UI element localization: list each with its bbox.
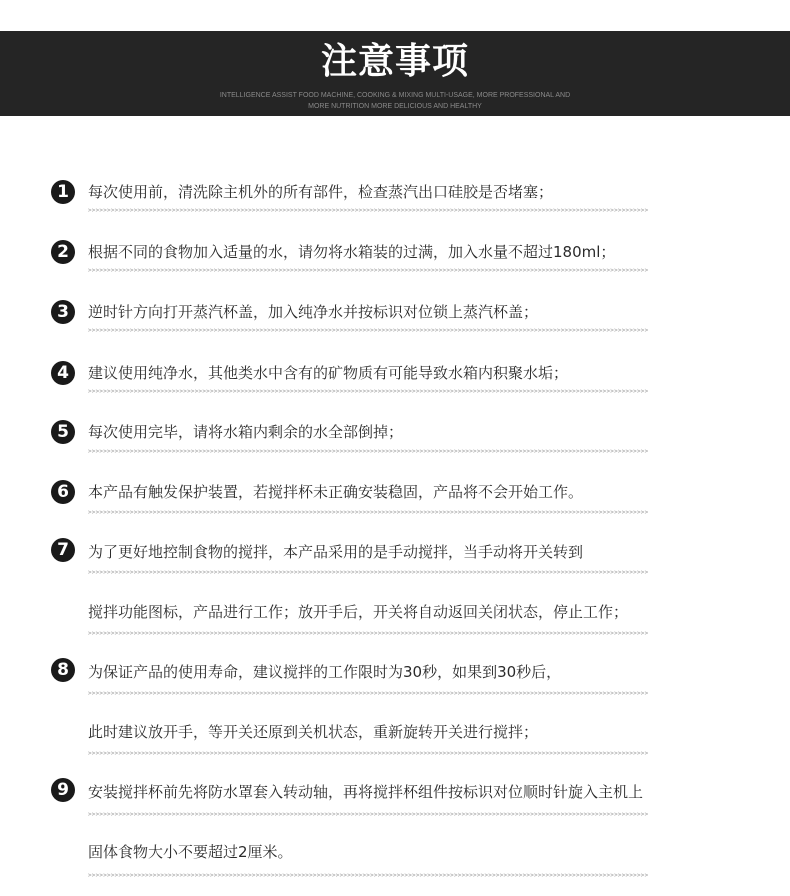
note-text: 根据不同的食物加入适量的水，请勿将水箱装的过满，加入水量不超过180ml； [88,243,616,261]
note-number-badge: 1 [51,180,75,204]
note-number-badge: 7 [51,538,75,562]
note-text: 逆时针方向打开蒸汽杯盖，加入纯净水并按标识对位锁上蒸汽杯盖； [88,303,539,321]
dotted-separator: >>>>>>>>>>>>>>>>>>>>>>>>>>>>>>>>>>>>>>>>>>>>>>>>>>>>>>>>>>>>>>>>>>>>>>>>>>>>>>>>>>>>>>>>>>>>>>>>>>>>>>>>>>>>>>>>>>>>>>>>>>>>>>>>>>>>>>>>>>>>>>>>>>> [88,630,649,637]
dotted-separator: >>>>>>>>>>>>>>>>>>>>>>>>>>>>>>>>>>>>>>>>>>>>>>>>>>>>>>>>>>>>>>>>>>>>>>>>>>>>>>>>>>>>>>>>>>>>>>>>>>>>>>>>>>>>>>>>>>>>>>>>>>>>>>>>>>>>>>>>>>>>>>>>>>> [88,448,649,455]
note-text: 为保证产品的使用寿命，建议搅拌的工作限时为30秒，如果到30秒后， [88,663,562,681]
note-text: 每次使用前，清洗除主机外的所有部件，检查蒸汽出口硅胶是否堵塞； [88,183,554,201]
dotted-separator: >>>>>>>>>>>>>>>>>>>>>>>>>>>>>>>>>>>>>>>>>>>>>>>>>>>>>>>>>>>>>>>>>>>>>>>>>>>>>>>>>>>>>>>>>>>>>>>>>>>>>>>>>>>>>>>>>>>>>>>>>>>>>>>>>>>>>>>>>>>>>>>>>>> [88,509,649,516]
dotted-separator: >>>>>>>>>>>>>>>>>>>>>>>>>>>>>>>>>>>>>>>>>>>>>>>>>>>>>>>>>>>>>>>>>>>>>>>>>>>>>>>>>>>>>>>>>>>>>>>>>>>>>>>>>>>>>>>>>>>>>>>>>>>>>>>>>>>>>>>>>>>>>>>>>>> [88,207,649,214]
dotted-separator: >>>>>>>>>>>>>>>>>>>>>>>>>>>>>>>>>>>>>>>>>>>>>>>>>>>>>>>>>>>>>>>>>>>>>>>>>>>>>>>>>>>>>>>>>>>>>>>>>>>>>>>>>>>>>>>>>>>>>>>>>>>>>>>>>>>>>>>>>>>>>>>>>>> [88,690,649,697]
note-text: 每次使用完毕，请将水箱内剩余的水全部倒掉； [88,423,404,441]
note-number-badge: 5 [51,420,75,444]
dotted-separator: >>>>>>>>>>>>>>>>>>>>>>>>>>>>>>>>>>>>>>>>>>>>>>>>>>>>>>>>>>>>>>>>>>>>>>>>>>>>>>>>>>>>>>>>>>>>>>>>>>>>>>>>>>>>>>>>>>>>>>>>>>>>>>>>>>>>>>>>>>>>>>>>>>> [88,811,649,818]
note-number-badge: 3 [51,300,75,324]
page-subtitle-line-1: INTELLIGENCE ASSIST FOOD MACHINE, COOKING & MIXING MULTI-USAGE, MORE PROFESSIONAL AND [219,92,571,99]
note-number-badge: 6 [51,480,75,504]
note-number-badge: 8 [51,658,75,682]
note-text-continued: 搅拌功能图标，产品进行工作；放开手后，开关将自动返回关闭状态，停止工作； [88,603,629,621]
note-text: 本产品有触发保护装置，若搅拌杯未正确安装稳固，产品将不会开始工作。 [88,483,584,501]
page-title: 注意事项 [320,41,469,82]
dotted-separator: >>>>>>>>>>>>>>>>>>>>>>>>>>>>>>>>>>>>>>>>>>>>>>>>>>>>>>>>>>>>>>>>>>>>>>>>>>>>>>>>>>>>>>>>>>>>>>>>>>>>>>>>>>>>>>>>>>>>>>>>>>>>>>>>>>>>>>>>>>>>>>>>>>> [88,750,649,757]
note-number-badge: 9 [51,778,75,802]
dotted-separator: >>>>>>>>>>>>>>>>>>>>>>>>>>>>>>>>>>>>>>>>>>>>>>>>>>>>>>>>>>>>>>>>>>>>>>>>>>>>>>>>>>>>>>>>>>>>>>>>>>>>>>>>>>>>>>>>>>>>>>>>>>>>>>>>>>>>>>>>>>>>>>>>>>> [88,327,649,334]
note-text-continued: 此时建议放开手，等开关还原到关机状态，重新旋转开关进行搅拌； [88,723,539,741]
page-subtitle-line-2: MORE NUTRITION MORE DELICIOUS AND HEALTHY [308,103,482,110]
dotted-separator: >>>>>>>>>>>>>>>>>>>>>>>>>>>>>>>>>>>>>>>>>>>>>>>>>>>>>>>>>>>>>>>>>>>>>>>>>>>>>>>>>>>>>>>>>>>>>>>>>>>>>>>>>>>>>>>>>>>>>>>>>>>>>>>>>>>>>>>>>>>>>>>>>>> [88,267,649,274]
dotted-separator: >>>>>>>>>>>>>>>>>>>>>>>>>>>>>>>>>>>>>>>>>>>>>>>>>>>>>>>>>>>>>>>>>>>>>>>>>>>>>>>>>>>>>>>>>>>>>>>>>>>>>>>>>>>>>>>>>>>>>>>>>>>>>>>>>>>>>>>>>>>>>>>>>>> [88,388,649,395]
note-text-continued: 固体食物大小不要超过2厘米。 [88,843,293,861]
note-number-badge: 2 [51,240,75,264]
note-text: 为了更好地控制食物的搅拌，本产品采用的是手动搅拌，当手动将开关转到 [88,543,584,561]
dotted-separator: >>>>>>>>>>>>>>>>>>>>>>>>>>>>>>>>>>>>>>>>>>>>>>>>>>>>>>>>>>>>>>>>>>>>>>>>>>>>>>>>>>>>>>>>>>>>>>>>>>>>>>>>>>>>>>>>>>>>>>>>>>>>>>>>>>>>>>>>>>>>>>>>>>> [88,569,649,576]
note-number-badge: 4 [51,361,75,385]
note-text: 建议使用纯净水，其他类水中含有的矿物质有可能导致水箱内积聚水垢； [88,364,569,382]
dotted-separator: >>>>>>>>>>>>>>>>>>>>>>>>>>>>>>>>>>>>>>>>>>>>>>>>>>>>>>>>>>>>>>>>>>>>>>>>>>>>>>>>>>>>>>>>>>>>>>>>>>>>>>>>>>>>>>>>>>>>>>>>>>>>>>>>>>>>>>>>>>>>>>>>>>> [88,872,649,879]
note-text: 安装搅拌杯前先将防水罩套入转动轴，再将搅拌杯组件按标识对位顺时针旋入主机上 [88,783,644,801]
